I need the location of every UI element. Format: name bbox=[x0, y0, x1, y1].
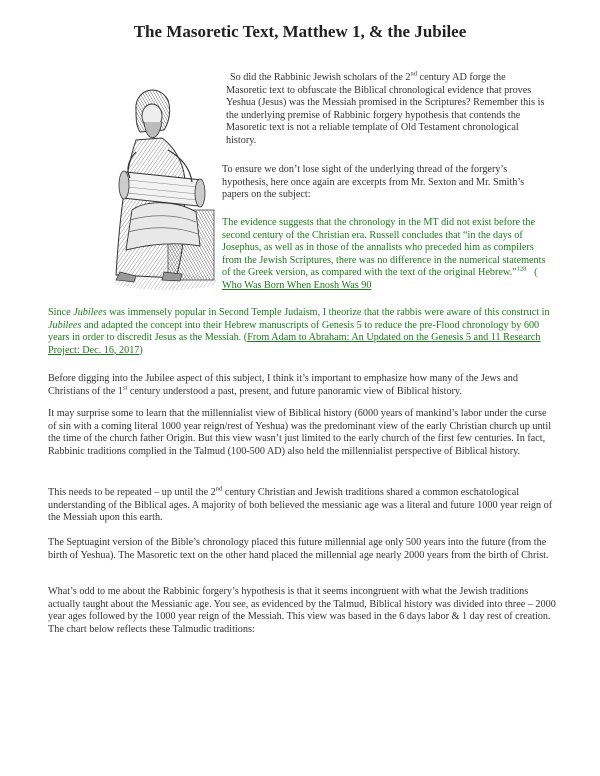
repeat-text-b: century Christian and Jewish traditions shared a common eschatological understanding of the Biblical ages. A majority of both believed the messianic age was a literal and future 1000 year reign of the Messiah upon this earth. bbox=[48, 487, 553, 524]
jubilees-italic-2: Jubilees bbox=[48, 319, 82, 331]
intro-sup: nd bbox=[410, 70, 418, 78]
page-title: The Masoretic Text, Matthew 1, & the Jubilee bbox=[133, 22, 467, 41]
quote-paragraph: The evidence suggests that the chronology in the MT did not exist before the second century of the Christian era. Russell concludes that “in the days of Josephus, as well as in those of the annalists who preceded him as compilers from the Jewish Scriptures, there was no difference in the numerical statements of the Greek version, as compared with the text of the original Hebrew.”$^{128}$ ( Who Was Born When Enosh Was 90 bbox=[222, 217, 546, 291]
repeat-paragraph bbox=[48, 487, 556, 525]
jubilee-aspect-text-b: century understood a past, present, and future panoramic view of Biblical history. bbox=[127, 385, 462, 397]
quote-text: The evidence suggests that the chronology in the MT did not exist before the second century of the Christian era. Russell concludes that “in the days of Josephus, as well as in those of the annalists who preceded him as compilers from the Jewish Scriptures, there was no difference in the numerical statements of the Greek version, as compared with the text of the original Hebrew.” bbox=[222, 217, 546, 279]
jubilees-text-c: and adapted the concept into their Hebrew manuscripts of Genesis 5 to reduce the pre-Flood chronology by 600 years in order to discredit Jesus as the Messiah. ( bbox=[48, 319, 540, 344]
intro-text-b: century AD forge the Masoretic text to obfuscate the Biblical chronological evidence that proves Yeshua (Jesus) was the Messiah promised in the Scriptures? Remember this is the underlying premise of Rabbinic forgery hypothesis that contends the Masoretic text is not a reliable template of Old Testament chronological history. bbox=[226, 72, 545, 146]
jubilee-aspect-text-a: Before digging into the Jubilee aspect of this subject, I think it’s important to emphasize how many of the Jews and Christians of the 1 bbox=[48, 373, 518, 397]
talmud-paragraph: What’s odd to me about the Rabbinic forgery’s hypothesis is that it seems incongruent with what the Jewish traditions actually taught about the Messianic age. You see, as evidenced by the Talmud, Biblical history was divided into three – 2000 year ages followed by the 1000 year reign of the Messiah. This view was based in the 6 days labor & 1 day rest of creation. The chart below reflects these Talmudic traditions: bbox=[48, 586, 556, 635]
prophet-engraving-icon bbox=[106, 60, 218, 292]
jubilees-text-a: Since bbox=[48, 307, 74, 318]
quote-footnote: 128 bbox=[516, 265, 527, 273]
jubilee-aspect-paragraph bbox=[48, 373, 556, 398]
jubilees-paragraph bbox=[48, 307, 554, 357]
quote-source-link[interactable]: Who Was Born When Enosh Was 90 bbox=[222, 279, 372, 291]
millennialist-paragraph: It may surprise some to learn that the millennialist view of Biblical history (6000 years of mankind’s labor under the curse of sin with a coming literal 1000 year reign/rest of Yeshua) was the predominant view of the early Christian church up until the time of the church father Origin. But this view wasn’t just limited to the early church of the first few centuries. In fact, Rabbinic traditions complied in the Talmud (100-500 AD) also held the millennialist perspective of Biblical history. bbox=[48, 408, 552, 457]
excerpts-intro-paragraph: To ensure we don’t lose sight of the underlying thread of the forgery’s hypothesis, here once again are excerpts from Mr. Sexton and Mr. Smith’s papers on the subject: bbox=[222, 164, 525, 201]
septuagint-paragraph: The Septuagint version of the Bible’s chronology placed this future millennial age only 500 years into the future (from the birth of Yeshua). The Masoretic text on the other hand placed the millennial age nearly 2000 years from the birth of Christ. bbox=[48, 537, 549, 561]
research-project-link[interactable]: From Adam to Abraham: An Updated on the Genesis 5 and 11 Research Project: Dec. 16, 2017 bbox=[48, 332, 541, 356]
intro-text-a: So did the Rabbinic Jewish scholars of the 2 bbox=[230, 72, 411, 83]
jubilees-italic-1: Jubilees bbox=[73, 307, 107, 318]
intro-paragraph bbox=[226, 72, 548, 148]
repeat-text-a: This needs to be repeated – up until the 2 bbox=[48, 487, 216, 498]
repeat-sup: nd bbox=[215, 485, 223, 493]
jubilee-aspect-sup: st bbox=[122, 384, 128, 392]
jubilees-text-b: was immensely popular in Second Temple Judaism, I theorize that the rabbis were aware of this construct in bbox=[106, 307, 550, 318]
jubilees-text-d: ) bbox=[139, 344, 143, 356]
